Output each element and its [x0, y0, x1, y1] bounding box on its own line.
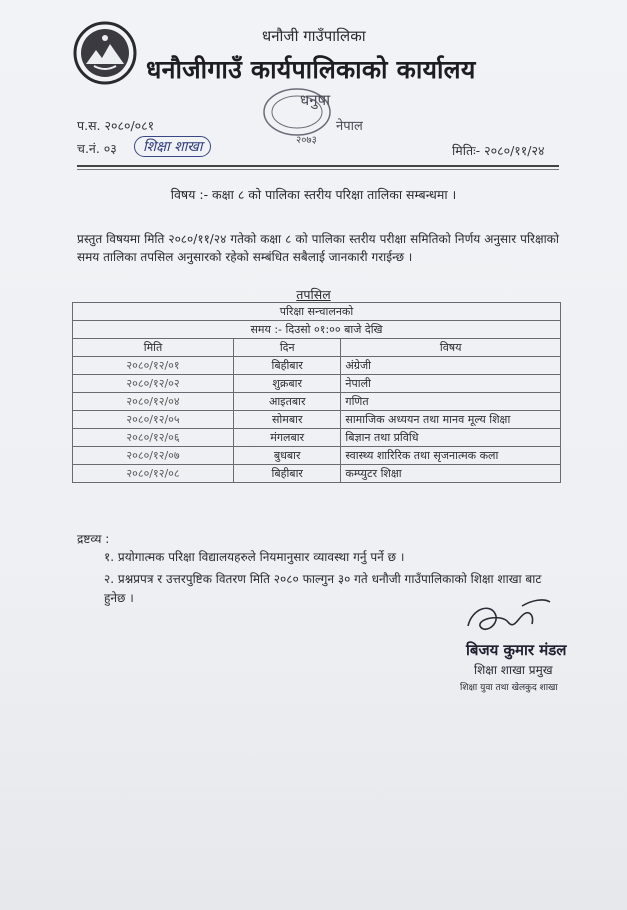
nepal-emblem-logo — [72, 20, 138, 86]
row-day: मंगलबार — [234, 429, 341, 447]
stamp-place: धनुषा — [300, 91, 331, 109]
notes-heading: द्रष्टव्य : — [77, 532, 110, 546]
signatory-name: बिजय कुमार मंडल — [466, 641, 567, 659]
table-row — [73, 429, 561, 447]
signatory-stamp: शिक्षा युवा तथा खेलकुद शाखा — [460, 683, 558, 693]
row-date: २०८०/१२/०४ — [73, 393, 234, 411]
row-subject: बिज्ञान तथा प्रविधि — [341, 429, 561, 447]
row-date: २०८०/१२/०६ — [73, 429, 234, 447]
handwritten-signature — [462, 596, 552, 642]
row-subject: कम्प्युटर शिक्षा — [341, 465, 561, 483]
note-item: २. प्रश्नप्रपत्र र उत्तरपुष्टिक वितरण मिति २०८० फाल्गुन ३० गते धनौजी गाउँपालिकाको शिक्षा शाखा बाट हुनेछ । — [104, 572, 542, 605]
row-subject: गणित — [341, 393, 561, 411]
table-title: परिक्षा सन्चालनको — [73, 303, 561, 321]
row-day: बिहीबार — [234, 465, 341, 483]
row-date: २०८०/१२/०१ — [73, 357, 234, 375]
letter-cha-na-number: च.नं. ०३ — [77, 141, 117, 156]
note-item: १. प्रयोगात्मक परिक्षा विद्यालयहरुले नियमानुसार व्यावस्था गर्नु पर्ने छ । — [104, 550, 405, 564]
table-header-row — [73, 339, 561, 357]
stamp-year: २०७३ — [296, 135, 317, 146]
table-row — [73, 447, 561, 465]
column-header-subject: विषय — [341, 339, 561, 357]
header-divider-thin — [77, 169, 559, 170]
letter-subject: विषय :- कक्षा ८ को पालिका स्तरीय परिक्षा तालिका सम्बन्धमा । — [170, 187, 457, 202]
row-subject: स्वास्थ्य शारिरिक तथा सृजनात्मक कला — [341, 447, 561, 465]
office-name-title: धनौजीगाउँ कार्यपालिकाको कार्यालय — [146, 55, 476, 84]
row-day: बिहीबार — [234, 357, 341, 375]
stamp-country: नेपाल — [336, 119, 363, 134]
exam-schedule-table — [72, 302, 561, 483]
row-date: २०८०/१२/०८ — [73, 465, 234, 483]
table-caption — [0, 286, 627, 303]
table-row — [73, 393, 561, 411]
office-name-small: धनौजी गाउँपालिका — [262, 27, 366, 45]
column-header-date: मिति — [73, 339, 234, 357]
letter-body: प्रस्तुत विषयमा मिति २०८०/११/२४ गतेको कक्षा ८ को पालिका स्तरीय परीक्षा समितिको निर्णय अनुसार परिक्षाको समय तालिका तपसिल अनुसारको रहेको सम्बंधित सबैलाई जानकारी गराईन्छ । — [77, 232, 559, 264]
row-date: २०८०/१२/०७ — [73, 447, 234, 465]
row-date: २०८०/१२/०२ — [73, 375, 234, 393]
row-subject: नेपाली — [341, 375, 561, 393]
column-header-day: दिन — [234, 339, 341, 357]
table-row — [73, 375, 561, 393]
row-date: २०८०/१२/०५ — [73, 411, 234, 429]
table-row — [73, 465, 561, 483]
table-row — [73, 357, 561, 375]
table-title-row — [73, 303, 561, 321]
row-day: शुक्रबार — [234, 375, 341, 393]
table-time-row — [73, 321, 561, 339]
row-day: आइतबार — [234, 393, 341, 411]
signatory-role: शिक्षा शाखा प्रमुख — [474, 663, 553, 677]
handwritten-section: शिक्षा शाखा — [134, 136, 211, 157]
table-caption-text: तपसिल — [296, 287, 331, 302]
header-divider — [77, 165, 559, 167]
row-day: बुधबार — [234, 447, 341, 465]
table-time: समय :- दिउसो ०१:०० बाजे देखि — [73, 321, 561, 339]
row-day: सोमबार — [234, 411, 341, 429]
row-subject: सामाजिक अध्ययन तथा मानव मूल्य शिक्षा — [341, 411, 561, 429]
letter-pa-sa-number: प.स. २०८०/०८१ — [77, 118, 155, 133]
row-subject: अंग्रेजी — [341, 357, 561, 375]
table-row — [73, 411, 561, 429]
letter-date: मितिः- २०८०/११/२४ — [452, 143, 545, 158]
